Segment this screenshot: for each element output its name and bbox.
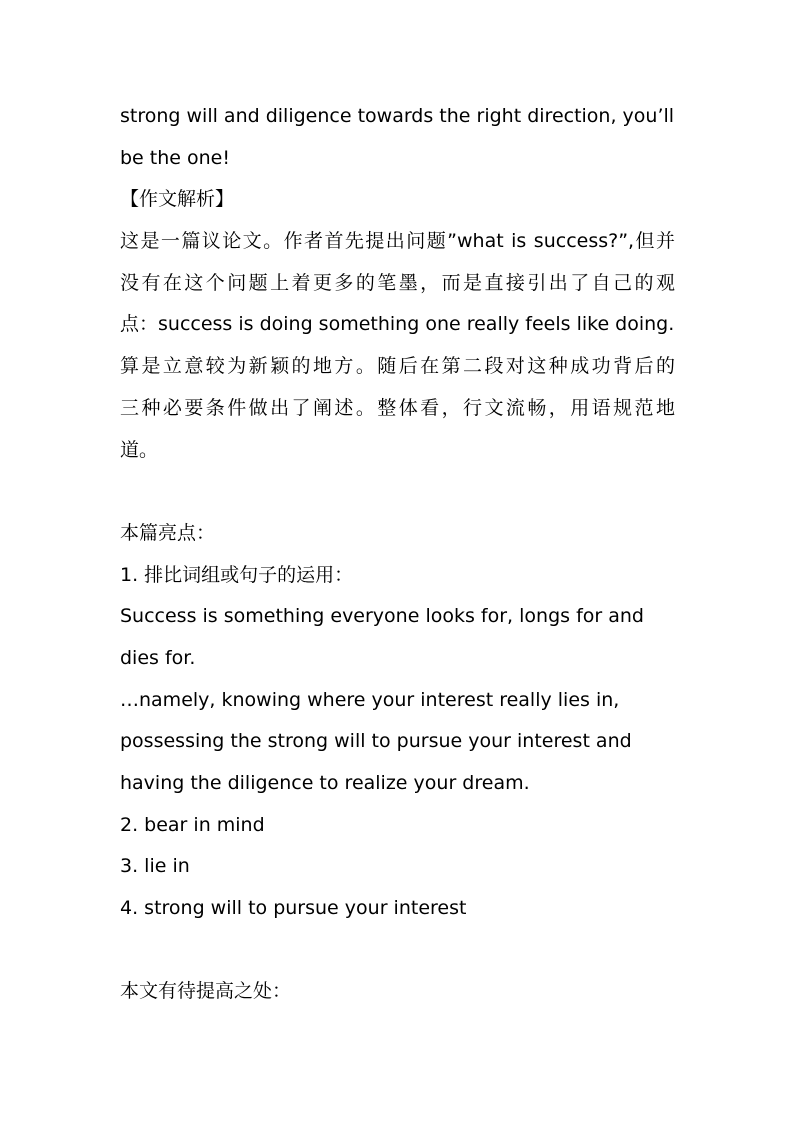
blank-line [120, 471, 675, 513]
analysis-heading: 【作文解析】 [120, 188, 235, 211]
example-line: possessing the strong will to pursue your interest and [120, 730, 632, 753]
analysis-line: 道。 [120, 438, 159, 461]
blank-line [120, 930, 675, 972]
highlight-item: 2. bear in mind [120, 813, 265, 836]
highlight-item: 3. lie in [120, 855, 190, 878]
essay-line: strong will and diligence towards the right direction, you’ll [120, 105, 675, 127]
analysis-line: 没有在这个问题上着更多的笔墨，而是直接引出了自己的观 [120, 271, 675, 294]
analysis-line: 三种必要条件做出了阐述。整体看，行文流畅，用语规范地 [120, 396, 675, 419]
example-line: …namely, knowing where your interest really lies in, [120, 688, 620, 711]
essay-line: be the one! [120, 146, 230, 169]
document-page [120, 96, 675, 1013]
analysis-line: 点：success is doing something one really feels like doing. [120, 313, 675, 336]
analysis-line: 算是立意较为新颖的地方。随后在第二段对这种成功背后的 [120, 355, 675, 378]
example-line: Success is something everyone looks for, longs for and [120, 605, 644, 628]
example-line: dies for. [120, 646, 196, 669]
highlights-heading: 本篇亮点： [120, 521, 216, 544]
highlight-item-title: 1. 排比词组或句子的运用： [120, 563, 354, 586]
analysis-line: 这是一篇议论文。作者首先提出问题”what is success?”,但并 [120, 230, 675, 253]
example-line: having the diligence to realize your dream. [120, 772, 530, 794]
improvements-heading: 本文有待提高之处： [120, 980, 292, 1003]
highlight-item: 4. strong will to pursue your interest [120, 897, 467, 920]
